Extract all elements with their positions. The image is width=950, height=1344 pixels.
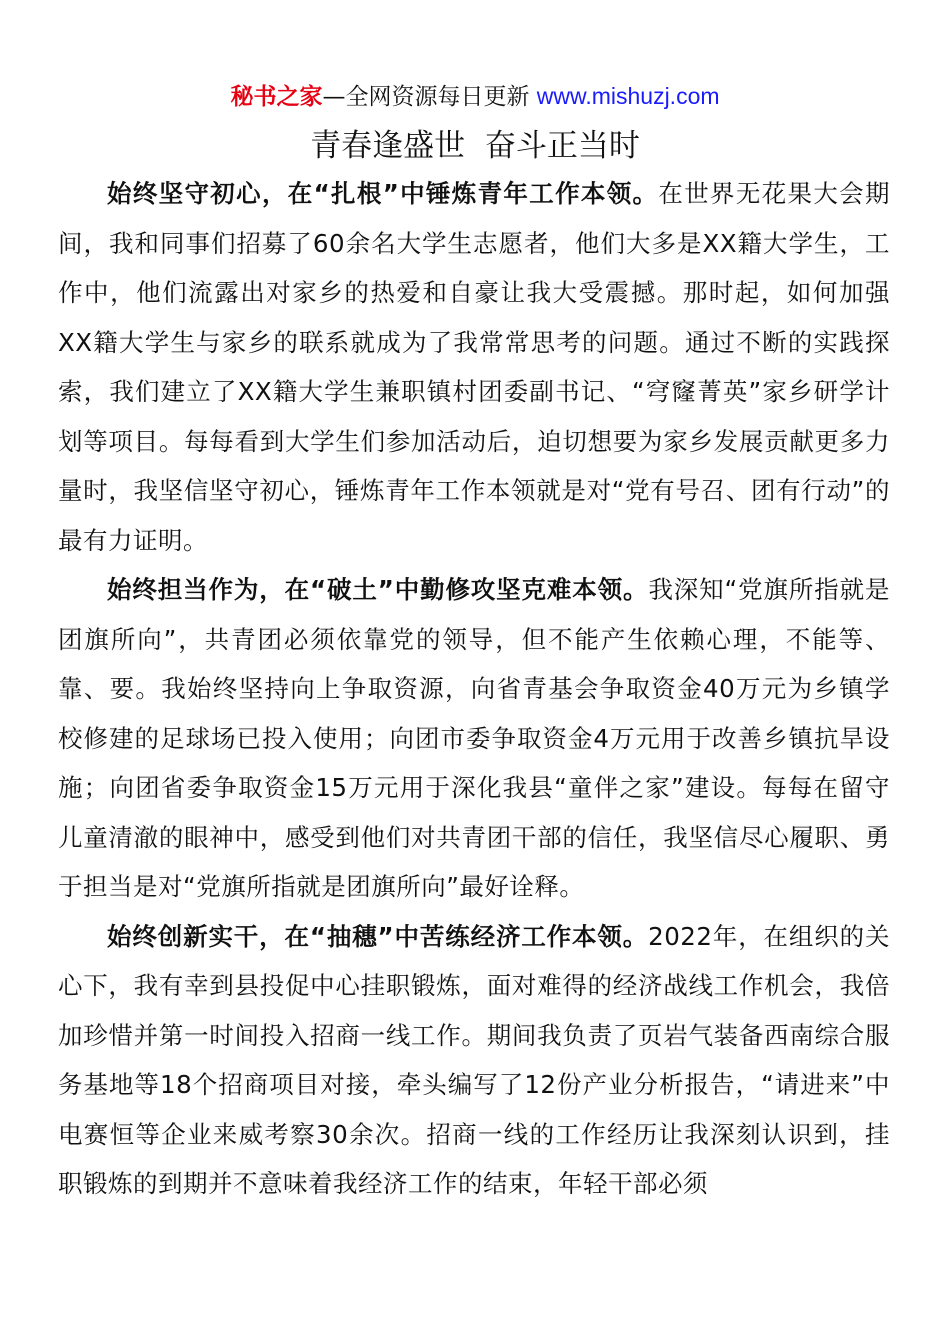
- paragraph-2-lead: 始终担当作为，在“破土”中勤修攻坚克难本领。: [107, 575, 649, 604]
- paragraph-3-body: 2022年，在组织的关心下，我有幸到县投促中心挂职锻炼，面对难得的经济战线工作机会，我倍加珍惜并第一时间投入招商一线工作。期间我负责了页岩气装备西南综合服务基地等18个招商项目对接，牵头编写了12份产业分析报告，“请进来”中电赛恒等企业来威考察30余次。招商一线的工作经历让我深刻认识到，挂职锻炼的到期并不意味着我经济工作的结束，年轻干部必须: [58, 921, 890, 1198]
- paragraph-3-lead: 始终创新实干，在“抽穗”中苦练经济工作本领。: [107, 921, 649, 951]
- document-title: 青春逢盛世 奋斗正当时: [310, 128, 640, 164]
- document-body: [58, 169, 890, 1209]
- header-tagline: —全网资源每日更新: [322, 84, 530, 110]
- brand-name: 秘书之家: [230, 84, 323, 110]
- paragraph-1-body: 在世界无花果大会期间，我和同事们招募了60余名大学生志愿者，他们大多是XX籍大学生，工作中，他们流露出对家乡的热爱和自豪让我大受震撼。那时起，如何加强XX籍大学生与家乡的联系就成为了我常常思考的问题。通过不断的实践探索，我们建立了XX籍大学生兼职镇村团委副书记、“穹窿菁英”家乡研学计划等项目。每每看到大学生们参加活动后，迫切想要为家乡发展贡献更多力量时，我坚信坚守初心，锤炼青年工作本领就是对“党有号召、团有行动”的最有力证明。: [58, 179, 891, 555]
- site-url-link[interactable]: www.mishuzj.com: [536, 83, 720, 109]
- paragraph-2: [58, 565, 890, 912]
- site-header: [0, 80, 950, 113]
- paragraph-3: [58, 912, 890, 1209]
- paragraph-1: [58, 169, 890, 565]
- paragraph-2-body: 我深知“党旗所指就是团旗所向”，共青团必须依靠党的领导，但不能产生依赖心理，不能等、靠、要。我始终坚持向上争取资源，向省青基会争取资金40万元为乡镇学校修建的足球场已投入使用；向团市委争取资金4万元用于改善乡镇抗旱设施；向团省委争取资金15万元用于深化我县“童伴之家”建设。每每在留守儿童清澈的眼神中，感受到他们对共青团干部的信任，我坚信尽心履职、勇于担当是对“党旗所指就是团旗所向”最好诠释。: [58, 575, 890, 901]
- paragraph-1-lead: 始终坚守初心，在“扎根”中锤炼青年工作本领。: [107, 179, 659, 208]
